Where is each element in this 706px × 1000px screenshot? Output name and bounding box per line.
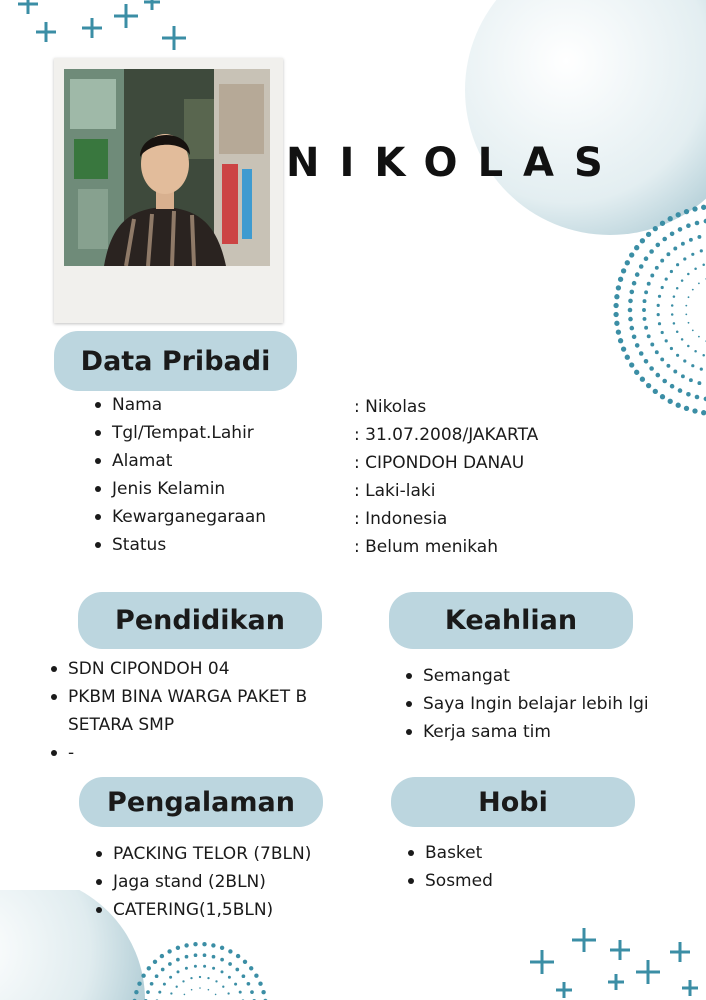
- decor-dot: [655, 350, 659, 354]
- education-item: -: [48, 739, 358, 767]
- experience-item: Jaga stand (2BLN): [93, 868, 313, 896]
- profile-photo-frame: [54, 58, 283, 323]
- decor-dot: [161, 968, 165, 972]
- decor-dot: [676, 331, 679, 334]
- decor-dot: [656, 373, 661, 378]
- plus-icon: [636, 960, 660, 984]
- decor-dot: [660, 394, 665, 399]
- decor-dot: [694, 350, 697, 353]
- decor-dot: [208, 989, 210, 991]
- decor-dot: [618, 338, 623, 343]
- decor-dot: [629, 252, 634, 257]
- keahlian-heading-text: Keahlian: [444, 605, 578, 636]
- decor-dot: [227, 992, 229, 994]
- decor-dot: [202, 942, 206, 946]
- decor-dot: [681, 279, 684, 282]
- decor-dot: [634, 370, 639, 375]
- plus-icon: [556, 982, 572, 998]
- decor-dot: [203, 965, 206, 968]
- decor-dot: [673, 322, 676, 325]
- decor-dot: [614, 321, 619, 326]
- decor-dot: [670, 232, 675, 237]
- decor-dot: [673, 247, 677, 251]
- decor-dot: [176, 946, 180, 950]
- decor-dot: [141, 974, 145, 978]
- decor-dot: [632, 335, 637, 340]
- decor-dot: [616, 329, 621, 334]
- decor-dot: [698, 283, 700, 285]
- decor-dot: [685, 305, 687, 307]
- decor-dot: [215, 980, 217, 982]
- skill-item: Saya Ingin belajar lebih lgi: [403, 690, 653, 718]
- plus-icon: [144, 0, 160, 10]
- decor-dot: [673, 370, 677, 374]
- decor-dot: [258, 982, 262, 986]
- decor-dot: [212, 967, 215, 970]
- personal-value: : Indonesia: [354, 509, 448, 529]
- decor-dot: [616, 285, 621, 290]
- pendidikan-heading-text: Pendidikan: [115, 605, 285, 636]
- hobby-list: [405, 839, 625, 895]
- decor-dot: [184, 943, 188, 947]
- pendidikan-heading: [78, 592, 322, 649]
- decor-dot: [158, 991, 161, 994]
- decor-dot: [640, 238, 645, 243]
- decor-dot: [697, 235, 701, 239]
- decor-dot: [134, 990, 138, 994]
- decor-dot: [701, 205, 706, 210]
- personal-data-labels: [92, 391, 266, 559]
- decor-dot: [692, 206, 697, 211]
- decor-dot: [701, 410, 706, 415]
- education-item: SDN CIPONDOH 04: [48, 655, 358, 683]
- decor-dot: [150, 982, 154, 986]
- decor-dot: [163, 983, 166, 986]
- decor-dot: [193, 942, 197, 946]
- plus-icon: [18, 0, 38, 14]
- decor-dot: [190, 977, 192, 979]
- decor-dot: [191, 989, 193, 991]
- decor-dot: [632, 281, 637, 286]
- decor-dot: [629, 362, 634, 367]
- decor-dot: [644, 326, 648, 330]
- decor-dot: [194, 953, 198, 957]
- decor-dot: [635, 272, 640, 277]
- decor-dot: [177, 970, 180, 973]
- decor-dot: [686, 223, 691, 228]
- decor-dot: [655, 266, 659, 270]
- skill-item: Kerja sama tim: [403, 718, 653, 746]
- decor-dot: [661, 331, 664, 334]
- decor-dot: [665, 278, 668, 281]
- decor-dot: [642, 308, 646, 312]
- decor-dot: [630, 326, 635, 331]
- decor-dot: [700, 249, 703, 252]
- hobi-heading-text: Hobi: [478, 786, 548, 818]
- decor-dot: [239, 991, 242, 994]
- decor-dot: [702, 264, 705, 267]
- decor-dot: [671, 304, 674, 307]
- decor-dot: [644, 290, 648, 294]
- personal-data-values: [354, 393, 538, 561]
- decor-dot: [194, 965, 197, 968]
- hobby-item: Basket: [405, 839, 625, 867]
- decor-dot: [684, 406, 689, 411]
- decor-dot: [207, 977, 209, 979]
- decor-dot: [681, 242, 685, 246]
- decor-dot: [691, 253, 694, 256]
- decor-dot: [212, 955, 216, 959]
- decor-dot: [250, 990, 254, 994]
- decor-dot: [689, 378, 693, 382]
- education-item: PKBM BINA WARGA PAKET B SETARA SMP: [48, 683, 358, 739]
- experience-item: PACKING TELOR (7BLN): [93, 840, 313, 868]
- keahlian-heading: [389, 592, 633, 649]
- hobi-heading: [391, 777, 635, 827]
- decor-dot: [220, 946, 224, 950]
- pengalaman-heading-text: Pengalaman: [107, 786, 295, 818]
- plus-icon: [162, 26, 186, 50]
- decor-dot: [676, 287, 679, 290]
- decor-dot: [681, 374, 685, 378]
- decor-dot: [228, 962, 232, 966]
- personal-value: : Nikolas: [354, 397, 427, 417]
- decor-dot: [658, 322, 661, 325]
- decor-dot: [647, 282, 651, 286]
- decor-dot: [185, 967, 188, 970]
- decor-dot: [666, 252, 670, 256]
- decor-dot: [692, 330, 694, 332]
- decor-dot: [221, 970, 224, 973]
- decor-dot: [702, 354, 705, 357]
- plus-icon: [670, 942, 690, 962]
- decor-dot: [236, 954, 240, 958]
- skill-item: Semangat: [403, 662, 653, 690]
- plus-icon: [36, 22, 56, 42]
- decor-dot: [634, 245, 639, 250]
- decor-dot: [647, 334, 651, 338]
- plus-icon: [608, 974, 624, 990]
- plus-cluster-top-left-icon: [0, 0, 200, 60]
- decor-dot: [639, 351, 644, 356]
- decor-dot: [676, 212, 681, 217]
- person-name-title: NIKOLAS: [286, 140, 623, 186]
- decor-dot: [199, 987, 201, 989]
- plus-icon: [610, 940, 630, 960]
- decor-dot: [621, 346, 626, 351]
- decor-dot: [649, 366, 654, 371]
- decor-dot: [692, 408, 697, 413]
- dotted-circle-right-decor: [610, 190, 706, 430]
- decor-dot: [185, 955, 189, 959]
- decor-dot: [644, 256, 649, 261]
- decor-dot: [657, 313, 660, 316]
- decor-dot: [147, 966, 151, 970]
- experience-item: CATERING(1,5BLN): [93, 896, 313, 924]
- data-pribadi-heading: [54, 331, 297, 391]
- decor-dot: [688, 322, 690, 324]
- decor-dot: [199, 976, 201, 978]
- education-list: [48, 655, 358, 767]
- decor-dot: [220, 958, 224, 962]
- decor-dot: [657, 304, 660, 307]
- decor-dot: [694, 267, 697, 270]
- decor-dot: [668, 399, 673, 404]
- decor-dot: [242, 974, 246, 978]
- decor-dot: [249, 966, 253, 970]
- decor-dot: [689, 238, 693, 242]
- decor-dot: [625, 355, 630, 360]
- decor-dot: [683, 359, 686, 362]
- decor-dot: [643, 299, 647, 303]
- decor-dot: [184, 994, 186, 996]
- personal-label: Alamat: [92, 447, 266, 475]
- decor-dot: [649, 249, 654, 254]
- personal-value: : CIPONDOH DANAU: [354, 453, 525, 473]
- person-photo-illustration: [64, 69, 270, 266]
- decor-dot: [650, 343, 654, 347]
- decor-dot: [688, 296, 690, 298]
- personal-label: Kewarganegaraan: [92, 503, 266, 531]
- plus-icon: [114, 4, 138, 28]
- personal-label: Status: [92, 531, 266, 559]
- decor-dot: [646, 232, 651, 237]
- decor-dot: [618, 277, 623, 282]
- decor-dot: [681, 338, 684, 341]
- decor-dot: [243, 960, 247, 964]
- decor-dot: [666, 364, 670, 368]
- decor-dot: [170, 992, 172, 994]
- decor-dot: [660, 357, 664, 361]
- decor-dot: [653, 226, 658, 231]
- personal-value: : Belum menikah: [354, 537, 498, 557]
- decor-dot: [635, 343, 640, 348]
- decor-dot: [678, 227, 683, 232]
- decor-dot: [613, 303, 618, 308]
- decor-dot: [683, 257, 686, 260]
- decor-dot: [176, 958, 180, 962]
- experience-list: [93, 840, 313, 924]
- decor-dot: [247, 982, 251, 986]
- decor-dot: [670, 270, 673, 273]
- decor-dot: [670, 347, 673, 350]
- decor-dot: [676, 263, 679, 266]
- decor-dot: [155, 974, 159, 978]
- decor-dot: [625, 260, 630, 265]
- decor-dot: [643, 317, 647, 321]
- decor-dot: [167, 949, 171, 953]
- decor-dot: [261, 990, 265, 994]
- decor-dot: [686, 392, 691, 397]
- personal-label: Nama: [92, 391, 266, 419]
- decor-dot: [662, 379, 667, 384]
- decor-dot: [698, 336, 700, 338]
- plus-icon: [682, 980, 698, 996]
- decor-dot: [639, 264, 644, 269]
- decor-dot: [646, 383, 651, 388]
- decor-dot: [228, 976, 231, 979]
- decor-dot: [662, 237, 667, 242]
- decor-dot: [695, 221, 700, 226]
- decor-dot: [182, 980, 184, 982]
- decor-dot: [678, 388, 683, 393]
- decor-dot: [628, 317, 633, 322]
- decor-dot: [687, 345, 690, 348]
- decor-dot: [215, 994, 217, 996]
- decor-dot: [700, 368, 703, 371]
- dotted-circle-bottom-decor: [100, 930, 300, 1000]
- decor-dot: [613, 312, 618, 317]
- plus-icon: [530, 950, 554, 974]
- decor-dot: [621, 268, 626, 273]
- decor-dot: [653, 389, 658, 394]
- decor-dot: [630, 290, 635, 295]
- personal-label: Tgl/Tempat.Lahir: [92, 419, 266, 447]
- hobby-item: Sosmed: [405, 867, 625, 895]
- decor-dot: [254, 974, 258, 978]
- decor-dot: [687, 273, 690, 276]
- decor-dot: [176, 986, 178, 988]
- decor-dot: [671, 313, 674, 316]
- decor-dot: [640, 377, 645, 382]
- skills-list: [403, 662, 653, 746]
- decor-dot: [656, 243, 661, 248]
- decor-dot: [234, 983, 237, 986]
- decor-dot: [146, 990, 150, 994]
- decor-dot: [168, 962, 172, 966]
- data-pribadi-heading-text: Data Pribadi: [80, 345, 271, 377]
- decor-dot: [658, 295, 661, 298]
- decor-dot: [670, 384, 675, 389]
- decor-dot: [692, 289, 694, 291]
- decor-dot: [628, 308, 633, 313]
- decor-dot: [684, 209, 689, 214]
- decor-dot: [650, 274, 654, 278]
- decor-dot: [153, 960, 157, 964]
- decor-dot: [661, 286, 664, 289]
- decor-dot: [628, 299, 633, 304]
- decor-dot: [203, 953, 207, 957]
- decor-dot: [695, 395, 700, 400]
- decor-dot: [676, 403, 681, 408]
- decor-dot: [673, 295, 676, 298]
- decor-dot: [211, 943, 215, 947]
- decor-dot: [222, 986, 224, 988]
- decor-dot: [668, 216, 673, 221]
- plus-icon: [82, 18, 102, 38]
- personal-value: : 31.07.2008/JAKARTA: [354, 425, 539, 445]
- decor-dot: [697, 381, 701, 385]
- decor-dot: [660, 259, 664, 263]
- plus-cluster-bottom-right-icon: [520, 920, 706, 1000]
- decor-dot: [685, 314, 687, 316]
- decor-dot: [235, 968, 239, 972]
- decor-dot: [644, 359, 649, 364]
- decor-dot: [691, 364, 694, 367]
- pengalaman-heading: [79, 777, 323, 827]
- decor-dot: [614, 294, 619, 299]
- profile-photo: [64, 69, 270, 266]
- decor-dot: [665, 339, 668, 342]
- decor-dot: [169, 976, 172, 979]
- decor-dot: [228, 949, 232, 953]
- personal-label: Jenis Kelamin: [92, 475, 266, 503]
- decor-dot: [137, 982, 141, 986]
- plus-icon: [572, 928, 596, 952]
- decor-dot: [660, 221, 665, 226]
- personal-value: : Laki-laki: [354, 481, 436, 501]
- decor-dot: [676, 354, 679, 357]
- decor-dot: [160, 954, 164, 958]
